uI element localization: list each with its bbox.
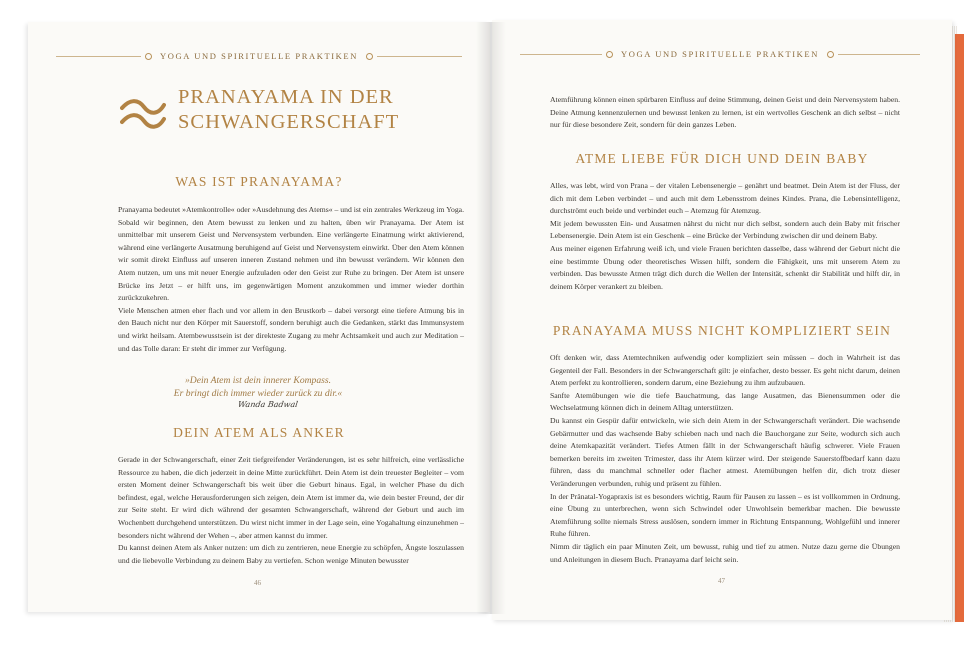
page-number: 47 [718,577,725,585]
paragraph: Oft denken wir, dass Atemtechniken aufwendig oder kompliziert sein müssen – doch in Wahrheit ist das Gegenteil der Fall. Besonders in der Schwangerschaft gilt: je einfacher, desto besser. Es geht nicht darum, deinen Atem perfekt zu kontrollieren, sondern darum, eine Beziehung zu ihm aufzubauen. [550,353,900,388]
paragraph: Atemführung können einen spürbaren Einfluss auf deine Stimmung, deinen Geist und dein Nervensystem haben. Deine Atmung kennenzulernen und bewusst lenken zu lernen, ist ein wertvolles Geschenk an dich selbst – nicht nur für diese besondere Zeit, sondern für dein ganzes Leben. [550,95,900,130]
paragraph: Mit jedem bewussten Ein- und Ausatmen nährst du nicht nur dich selbst, sondern auch dein Baby mit frischer Lebensenergie. Dein Atem ist ein Geschenk – eine Brücke der Verbindung zwischen dir und deinem Baby. [550,218,900,241]
paragraph: Viele Menschen atmen eher flach und vor allem in den Brustkorb – dabei versorgt eine tiefere Atmung bis in den Bauch nicht nur den Körper mit Sauerstoff, sondern beruhigt auch die Gedanken, stärkt das Immunsystem und wirkt heilsam. Atembewusstsein ist der direkteste Zugang zu mehr Achtsamkeit und auch zur Meditation – und das Tolle daran: Er steht dir immer zur Verfügung. [118,305,464,353]
section-heading: PRANAYAMA MUSS NICHT KOMPLIZIERT SEIN [552,323,892,338]
ornament-dot [827,51,834,58]
signature: Wanda Badwal [237,400,299,409]
paragraph: Sanfte Atemübungen wie die tiefe Bauchatmung, das lange Ausatmen, das Bienensummen oder die Wechselatmung können dich in deinem Alltag unterstützen. [550,390,900,413]
chapter-title [178,85,438,135]
page-number: 46 [254,579,261,587]
book-gutter [476,22,506,614]
paragraph: Alles, was lebt, wird von Prana – der vitalen Lebensenergie – genährt und beatmet. Dein Atem ist der Fluss, der dich mit dem Leben verbindet – und auch mit dem Lebensstrom deines Kindes. Prana, die Lebensintelligenz, durchströmt euch beide und verbindet euch – Atemzug für Atemzug. [550,181,900,216]
ornament-line [377,56,462,57]
running-head-text: YOGA UND SPIRITUELLE PRAKTIKEN [621,49,819,59]
ornament-dot [366,53,373,60]
wave-icon [120,96,166,136]
chapter-title-line1: PRANAYAMA IN DER [178,86,394,108]
pull-quote [78,374,438,400]
right-page [492,20,952,620]
body-text [550,180,900,293]
body-text [550,352,900,566]
running-head [520,47,920,61]
ornament-line [520,54,602,55]
quote-line: »Dein Atem ist dein innerer Kompass. [184,375,332,386]
body-text [550,94,900,132]
section-heading: DEIN ATEM ALS ANKER [173,425,345,440]
paragraph: Pranayama bedeutet »Atemkontrolle« oder »Ausdehnung des Atems« – und ist ein zentrales Werkzeug im Yoga. Sobald wir beginnen, den Atem bewusst zu lenken und zu halten, üben wir Pranayama. Der Atem ist unmittelbar mit unserem Geist und Nervensystem verbunden. Eine verlängerte Einatmung wirkt aktivierend, während eine verlängerte Ausatmung beruhigend auf Geist und Nervensystem einwirkt. Über den Atem können wir somit direkt Einfluss auf unseren inneren Zustand nehmen und ihn bewusst verändern. Wir können den Atem nutzen, um uns mit neuer Energie aufzuladen oder den Geist zur Ruhe zu bringen. Der Atem ist unsere Brücke ins Jetzt – er hilft uns, im gegenwärtigen Moment anzukommen und immer wieder dorthin zurückzukehren. [118,205,464,303]
paragraph: Du kannst ein Gespür dafür entwickeln, wie sich dein Atem in der Schwangerschaft verändert. Die wachsende Gebärmutter und das wachsende Baby schieben nach und nach die Bauchorgane zur Seite, wodurch sich auch deine Atemkapazität verändert. Tiefes Atmen fällt in der Schwangerschaft häufig schwerer. Viele Frauen bemerken bereits im zweiten Trimester, dass ihr Atem kürzer wird. Der steigende Sauerstoffbedarf kann dazu führen, dass du manchmal schneller oder flacher atmest. Atemübungen helfen dir, dich trotz dieser Veränderungen verbunden, ruhig und präsent zu fühlen. [550,415,900,488]
body-text [118,204,464,355]
left-page [28,22,490,612]
paragraph: In der Pränatal-Yogapraxis ist es besonders wichtig, Raum für Pausen zu lassen – es ist vollkommen in Ordnung, eine Übung zu unterbrechen, wenn sich Schwindel oder Unwohlsein bemerkbar machen. Die bewusste Atemführung sollte niemals Stress auslösen, sondern immer in Richtung Entspannung, Wohlgefühl und innerer Ruhe führen. [550,491,900,539]
paragraph: Du kannst deinen Atem als Anker nutzen: um dich zu zentrieren, neue Energie zu schöpfen, Ängste loszulassen und die liebevolle Verbindung zu deinem Baby zu vertiefen. Schon wenige Minuten bewusster [118,543,464,565]
ornament-dot [606,51,613,58]
chapter-title-line2: SCHWANGERSCHAFT [178,111,400,133]
section-heading: WAS IST PRANAYAMA? [175,174,343,189]
ornament-line [56,56,141,57]
cover-edge [955,34,964,622]
running-head-text: YOGA UND SPIRITUELLE PRAKTIKEN [160,51,358,61]
quote-line: Er bringt dich immer wieder zurück zu dir.« [173,388,343,399]
ornament-dot [145,53,152,60]
ornament-line [838,54,920,55]
paragraph: Nimm dir täglich ein paar Minuten Zeit, um bewusst, ruhig und tief zu atmen. Nutze dazu gerne die Übungen und Anleitungen in diesem Buch. Pranayama darf leicht sein. [550,541,900,564]
paragraph: Aus meiner eigenen Erfahrung weiß ich, und viele Frauen berichten dasselbe, dass während der Geburt nicht die eine bestimmte Übung oder theoretisches Wissen hilft, sondern die Fähigkeit, uns mit unserem Atem zu verbinden. Das bewusste Atmen trägt dich durch die Wellen der Intensität, schenkt dir Stabilität und hilft dir, in deinem Körper verankert zu bleiben. [550,243,900,291]
paragraph: Gerade in der Schwangerschaft, einer Zeit tiefgreifender Veränderungen, ist es sehr hilfreich, eine verlässliche Ressource zu haben, die dich jederzeit in deine Mitte zurückführt. Dein Atem ist dein treuester Begleiter – vom ersten Moment deiner Schwangerschaft bis weit über die Geburt hinaus. Egal, in welcher Phase du dich befindest, egal, welche Herausforderungen sich zeigen, dein Atem ist immer da, wie dein bester Freund, der dir zur Seite steht. Er wird dich während der gesamten Schwangerschaft, während der Geburt und auch im Wochenbett durchgehend unterstützen. Du wirst nicht immer in der Lage sein, eine Yogahaltung einzunehmen – besonders nicht während der Wehen –, aber atmen kannst du immer. [118,455,464,540]
running-head [56,49,462,63]
body-text [118,454,464,567]
section-heading: ATME LIEBE FÜR DICH UND DEIN BABY [575,151,869,166]
